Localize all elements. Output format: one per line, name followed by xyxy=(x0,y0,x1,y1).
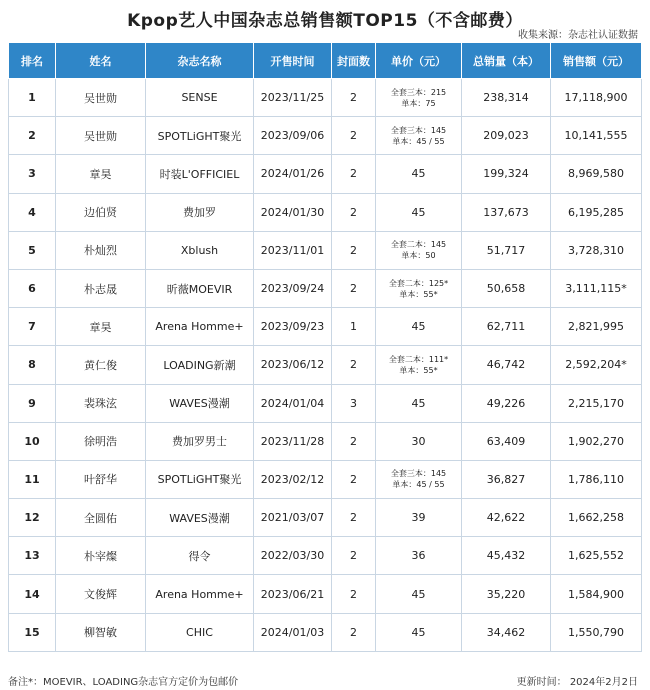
price-cell: 45 xyxy=(376,575,462,613)
price-cell: 45 xyxy=(376,384,462,422)
price-cell: 45 xyxy=(376,155,462,193)
date-cell: 2023/09/23 xyxy=(254,308,332,346)
table-row xyxy=(9,346,642,384)
price-cell: 30 xyxy=(376,422,462,460)
revenue-cell: 3,728,310 xyxy=(551,231,642,269)
date-cell: 2024/01/26 xyxy=(254,155,332,193)
name-cell: 全圆佑 xyxy=(56,499,146,537)
covers-cell: 2 xyxy=(332,575,376,613)
price-cell: 45 xyxy=(376,193,462,231)
revenue-cell: 2,215,170 xyxy=(551,384,642,422)
covers-cell: 1 xyxy=(332,308,376,346)
table-row xyxy=(9,269,642,307)
rank-cell: 11 xyxy=(9,460,56,498)
rank-cell: 15 xyxy=(9,613,56,651)
revenue-cell: 1,902,270 xyxy=(551,422,642,460)
date-cell: 2023/11/28 xyxy=(254,422,332,460)
revenue-cell: 6,195,285 xyxy=(551,193,642,231)
rank-cell: 5 xyxy=(9,231,56,269)
data-source-label: 收集来源：杂志社认证数据 xyxy=(518,30,638,41)
price-line: 单本：55* xyxy=(399,289,438,299)
covers-cell: 2 xyxy=(332,193,376,231)
name-cell: 叶舒华 xyxy=(56,460,146,498)
covers-cell: 2 xyxy=(332,155,376,193)
revenue-cell: 2,821,995 xyxy=(551,308,642,346)
quantity-cell: 199,324 xyxy=(462,155,551,193)
quantity-cell: 42,622 xyxy=(462,499,551,537)
quantity-cell: 34,462 xyxy=(462,613,551,651)
covers-cell: 2 xyxy=(332,537,376,575)
name-cell: 徐明浩 xyxy=(56,422,146,460)
date-cell: 2021/03/07 xyxy=(254,499,332,537)
price-line: 全套三本：145 xyxy=(390,125,447,135)
magazine-cell: 费加罗男士 xyxy=(146,422,254,460)
magazine-cell: WAVES漫潮 xyxy=(146,499,254,537)
header-quantity: 总销量（本） xyxy=(462,43,551,79)
name-cell: 吴世勋 xyxy=(56,117,146,155)
price-cell: 45 xyxy=(376,613,462,651)
header-date: 开售时间 xyxy=(254,43,332,79)
date-cell: 2023/06/21 xyxy=(254,575,332,613)
header-name: 姓名 xyxy=(56,43,146,79)
table-row xyxy=(9,231,642,269)
covers-cell: 2 xyxy=(332,231,376,269)
covers-cell: 2 xyxy=(332,79,376,117)
date-cell: 2024/01/30 xyxy=(254,193,332,231)
table-row xyxy=(9,193,642,231)
magazine-cell: WAVES漫潮 xyxy=(146,384,254,422)
price-line: 全套二本：125* xyxy=(388,278,449,288)
table-row xyxy=(9,155,642,193)
sales-table xyxy=(8,42,642,652)
magazine-cell: Arena Homme+ xyxy=(146,308,254,346)
quantity-cell: 137,673 xyxy=(462,193,551,231)
header-magazine: 杂志名称 xyxy=(146,43,254,79)
quantity-cell: 51,717 xyxy=(462,231,551,269)
rank-cell: 7 xyxy=(9,308,56,346)
quantity-cell: 36,827 xyxy=(462,460,551,498)
magazine-cell: LOADING新潮 xyxy=(146,346,254,384)
table-row xyxy=(9,422,642,460)
date-cell: 2023/11/25 xyxy=(254,79,332,117)
table-row xyxy=(9,79,642,117)
revenue-cell: 10,141,555 xyxy=(551,117,642,155)
magazine-cell: SPOTLiGHT聚光 xyxy=(146,460,254,498)
price-line: 全套二本：145 xyxy=(390,240,447,250)
name-cell: 黄仁俊 xyxy=(56,346,146,384)
name-cell: 吴世勋 xyxy=(56,79,146,117)
price-line: 全套二本：111* xyxy=(388,354,449,364)
quantity-cell: 45,432 xyxy=(462,537,551,575)
header-price: 单价（元） xyxy=(376,43,462,79)
magazine-cell: 时装L'OFFICIEL xyxy=(146,155,254,193)
rank-cell: 3 xyxy=(9,155,56,193)
name-cell: 朴灿烈 xyxy=(56,231,146,269)
header-revenue: 销售额（元） xyxy=(551,43,642,79)
price-cell xyxy=(376,346,462,384)
table-row xyxy=(9,308,642,346)
rank-cell: 10 xyxy=(9,422,56,460)
rank-cell: 1 xyxy=(9,79,56,117)
revenue-cell: 1,662,258 xyxy=(551,499,642,537)
covers-cell: 2 xyxy=(332,499,376,537)
magazine-cell: 费加罗 xyxy=(146,193,254,231)
covers-cell: 2 xyxy=(332,422,376,460)
date-cell: 2023/06/12 xyxy=(254,346,332,384)
table-row xyxy=(9,384,642,422)
magazine-cell: CHIC xyxy=(146,613,254,651)
revenue-cell: 1,786,110 xyxy=(551,460,642,498)
covers-cell: 2 xyxy=(332,613,376,651)
table-row xyxy=(9,537,642,575)
date-cell: 2023/02/12 xyxy=(254,460,332,498)
name-cell: 柳智敏 xyxy=(56,613,146,651)
name-cell: 朴志晟 xyxy=(56,269,146,307)
price-line: 单本：45 / 55 xyxy=(392,480,445,490)
date-cell: 2023/09/06 xyxy=(254,117,332,155)
price-line: 全套三本：145 xyxy=(390,469,447,479)
revenue-cell: 3,111,115* xyxy=(551,269,642,307)
rank-cell: 8 xyxy=(9,346,56,384)
covers-cell: 2 xyxy=(332,269,376,307)
price-line: 单本：50 xyxy=(401,251,436,261)
price-cell xyxy=(376,460,462,498)
revenue-cell: 1,625,552 xyxy=(551,537,642,575)
quantity-cell: 238,314 xyxy=(462,79,551,117)
quantity-cell: 35,220 xyxy=(462,575,551,613)
header-covers: 封面数 xyxy=(332,43,376,79)
table-row xyxy=(9,575,642,613)
date-cell: 2022/03/30 xyxy=(254,537,332,575)
name-cell: 文俊辉 xyxy=(56,575,146,613)
name-cell: 章昊 xyxy=(56,308,146,346)
date-cell: 2023/11/01 xyxy=(254,231,332,269)
header-rank: 排名 xyxy=(9,43,56,79)
rank-cell: 4 xyxy=(9,193,56,231)
table-row xyxy=(9,117,642,155)
quantity-cell: 63,409 xyxy=(462,422,551,460)
magazine-cell: SPOTLiGHT聚光 xyxy=(146,117,254,155)
price-cell xyxy=(376,269,462,307)
covers-cell: 3 xyxy=(332,384,376,422)
table-row xyxy=(9,460,642,498)
rank-cell: 9 xyxy=(9,384,56,422)
price-cell xyxy=(376,231,462,269)
rank-cell: 14 xyxy=(9,575,56,613)
revenue-cell: 1,550,790 xyxy=(551,613,642,651)
name-cell: 边伯贤 xyxy=(56,193,146,231)
rank-cell: 6 xyxy=(9,269,56,307)
table-row xyxy=(9,613,642,651)
magazine-cell: 得令 xyxy=(146,537,254,575)
magazine-cell: SENSE xyxy=(146,79,254,117)
covers-cell: 2 xyxy=(332,460,376,498)
rank-cell: 13 xyxy=(9,537,56,575)
price-cell: 45 xyxy=(376,308,462,346)
price-line: 单本：55* xyxy=(399,365,438,375)
name-cell: 章昊 xyxy=(56,155,146,193)
date-cell: 2024/01/04 xyxy=(254,384,332,422)
magazine-cell: Xblush xyxy=(146,231,254,269)
table-row xyxy=(9,499,642,537)
quantity-cell: 209,023 xyxy=(462,117,551,155)
rank-cell: 12 xyxy=(9,499,56,537)
revenue-cell: 8,969,580 xyxy=(551,155,642,193)
revenue-cell: 2,592,204* xyxy=(551,346,642,384)
price-line: 全套三本：215 xyxy=(390,87,447,97)
update-time: 更新时间： 2024年2月2日 xyxy=(516,677,638,688)
price-cell xyxy=(376,117,462,155)
quantity-cell: 49,226 xyxy=(462,384,551,422)
footer-note: 备注*：MOEVIR、LOADING杂志官方定价为包邮价 xyxy=(8,677,239,688)
quantity-cell: 50,658 xyxy=(462,269,551,307)
price-cell xyxy=(376,79,462,117)
rank-cell: 2 xyxy=(9,117,56,155)
date-cell: 2024/01/03 xyxy=(254,613,332,651)
name-cell: 朴宰燦 xyxy=(56,537,146,575)
magazine-cell: Arena Homme+ xyxy=(146,575,254,613)
price-line: 单本：45 / 55 xyxy=(392,136,445,146)
page-title: Kpop艺人中国杂志总销售额TOP15（不含邮费） xyxy=(127,11,523,31)
price-cell: 39 xyxy=(376,499,462,537)
covers-cell: 2 xyxy=(332,117,376,155)
revenue-cell: 1,584,900 xyxy=(551,575,642,613)
name-cell: 裴珠泫 xyxy=(56,384,146,422)
date-cell: 2023/09/24 xyxy=(254,269,332,307)
price-line: 单本：75 xyxy=(401,98,436,108)
price-cell: 36 xyxy=(376,537,462,575)
covers-cell: 2 xyxy=(332,346,376,384)
quantity-cell: 62,711 xyxy=(462,308,551,346)
quantity-cell: 46,742 xyxy=(462,346,551,384)
magazine-cell: 昕薇MOEVIR xyxy=(146,269,254,307)
table-header-row xyxy=(9,43,642,79)
revenue-cell: 17,118,900 xyxy=(551,79,642,117)
